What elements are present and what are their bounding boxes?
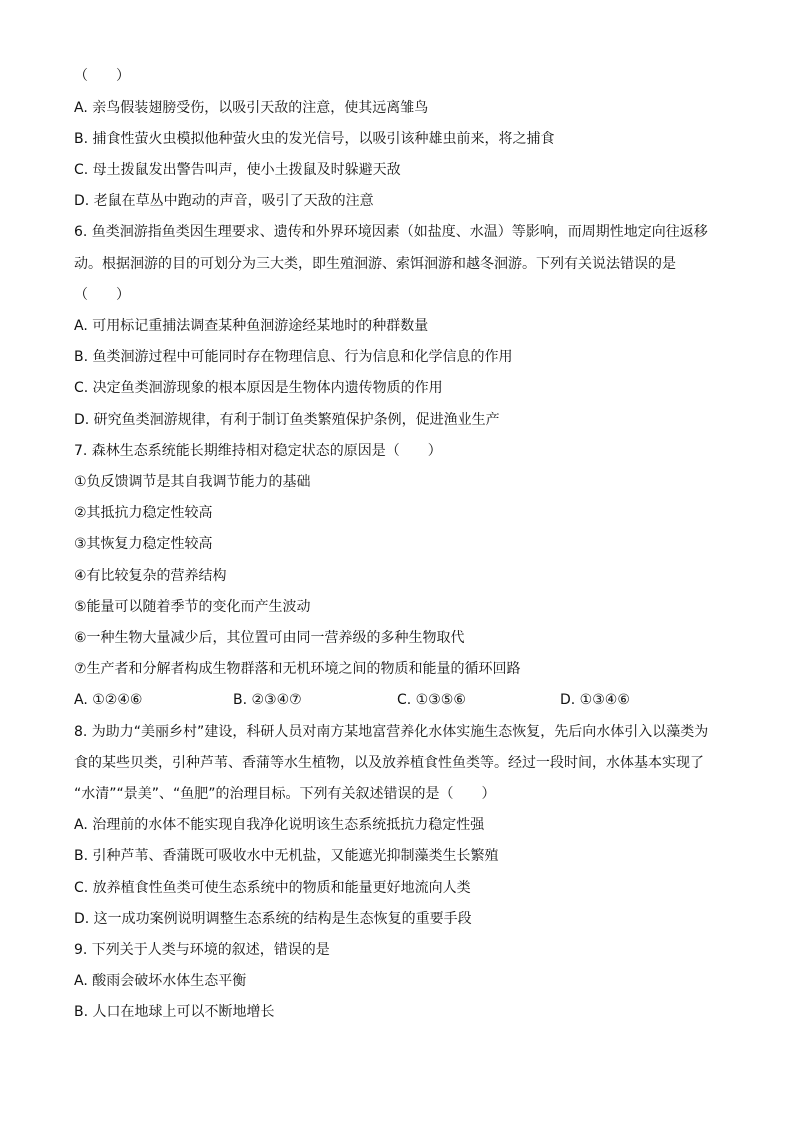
q6-option-c: C. 决定鱼类洄游现象的根本原因是生物体内遗传物质的作用 bbox=[74, 380, 443, 396]
q5-option-c: C. 母土拨鼠发出警告叫声，使小土拨鼠及时躲避天敌 bbox=[74, 162, 401, 178]
q6-stem-line-2: 动。根据洄游的目的可划分为三大类，即生殖洄游、索饵洄游和越冬洄游。下列有关说法错误的是 bbox=[74, 256, 676, 272]
q5-option-b: B. 捕食性萤火虫模拟他种萤火虫的发光信号，以吸引该种雄虫前来，将之捕食 bbox=[74, 131, 555, 147]
q9-option-b: B. 人口在地球上可以不断地增长 bbox=[74, 1004, 275, 1020]
q7-option-d: D. ①③④⑥ bbox=[560, 692, 630, 708]
q8-stem-line-1: 8. 为助力“美丽乡村”建设，科研人员对南方某地富营养化水体实施生态恢复，先后向水体引入以藻类为 bbox=[74, 724, 709, 740]
q7-item-1: ①负反馈调节是其自我调节能力的基础 bbox=[74, 474, 311, 490]
q7-item-4: ④有比较复杂的营养结构 bbox=[74, 568, 227, 584]
q8-option-c: C. 放养植食性鱼类可使生态系统中的物质和能量更好地流向人类 bbox=[74, 880, 471, 896]
q8-stem-line-3: “水清”“景美”、“鱼肥”的治理目标。下列有关叙述错误的是（ ） bbox=[74, 786, 496, 802]
q7-item-6: ⑥一种生物大量减少后，其位置可由同一营养级的多种生物取代 bbox=[74, 630, 465, 646]
q8-stem-line-2: 食的某些贝类，引种芦苇、香蒲等水生植物，以及放养植食性鱼类等。经过一段时间，水体基本实现了 bbox=[74, 755, 704, 771]
q5-option-a: A. 亲鸟假装翅膀受伤，以吸引天敌的注意，使其远离雏鸟 bbox=[74, 100, 429, 116]
q6-option-d: D. 研究鱼类洄游规律，有利于制订鱼类繁殖保护条例，促进渔业生产 bbox=[74, 412, 500, 428]
q7-item-5: ⑤能量可以随着季节的变化而产生波动 bbox=[74, 599, 311, 615]
q7-option-c: C. ①③⑤⑥ bbox=[397, 692, 466, 708]
q9-stem: 9. 下列关于人类与环境的叙述，错误的是 bbox=[74, 942, 330, 958]
q6-answer-bracket: （ ） bbox=[74, 287, 130, 303]
q6-stem-line-1: 6. 鱼类洄游指鱼类因生理要求、遗传和外界环境因素（如盐度、水温）等影响，而周期性地定向往返移 bbox=[74, 224, 708, 240]
q8-option-b: B. 引种芦苇、香蒲既可吸收水中无机盐，又能遮光抑制藻类生长繁殖 bbox=[74, 848, 499, 864]
q5-option-d: D. 老鼠在草丛中跑动的声音，吸引了天敌的注意 bbox=[74, 193, 374, 209]
q7-item-3: ③其恢复力稳定性较高 bbox=[74, 536, 213, 552]
q6-option-a: A. 可用标记重捕法调查某种鱼洄游途经某地时的种群数量 bbox=[74, 318, 429, 334]
q7-item-7: ⑦生产者和分解者构成生物群落和无机环境之间的物质和能量的循环回路 bbox=[74, 661, 521, 677]
q8-option-a: A. 治理前的水体不能实现自我净化说明该生态系统抵抗力稳定性强 bbox=[74, 817, 485, 833]
q7-option-a: A. ①②④⑥ bbox=[74, 692, 143, 708]
q7-item-2: ②其抵抗力稳定性较高 bbox=[74, 505, 213, 521]
q5-answer-bracket: （ ） bbox=[74, 68, 130, 84]
q9-option-a: A. 酸雨会破坏水体生态平衡 bbox=[74, 973, 247, 989]
q7-stem: 7. 森林生态系统能长期维持相对稳定状态的原因是（ ） bbox=[74, 443, 442, 459]
q7-options-row bbox=[74, 691, 734, 709]
q7-option-b: B. ②③④⑦ bbox=[233, 692, 302, 708]
q8-option-d: D. 这一成功案例说明调整生态系统的结构是生态恢复的重要手段 bbox=[74, 911, 472, 927]
q6-option-b: B. 鱼类洄游过程中可能同时存在物理信息、行为信息和化学信息的作用 bbox=[74, 349, 513, 365]
